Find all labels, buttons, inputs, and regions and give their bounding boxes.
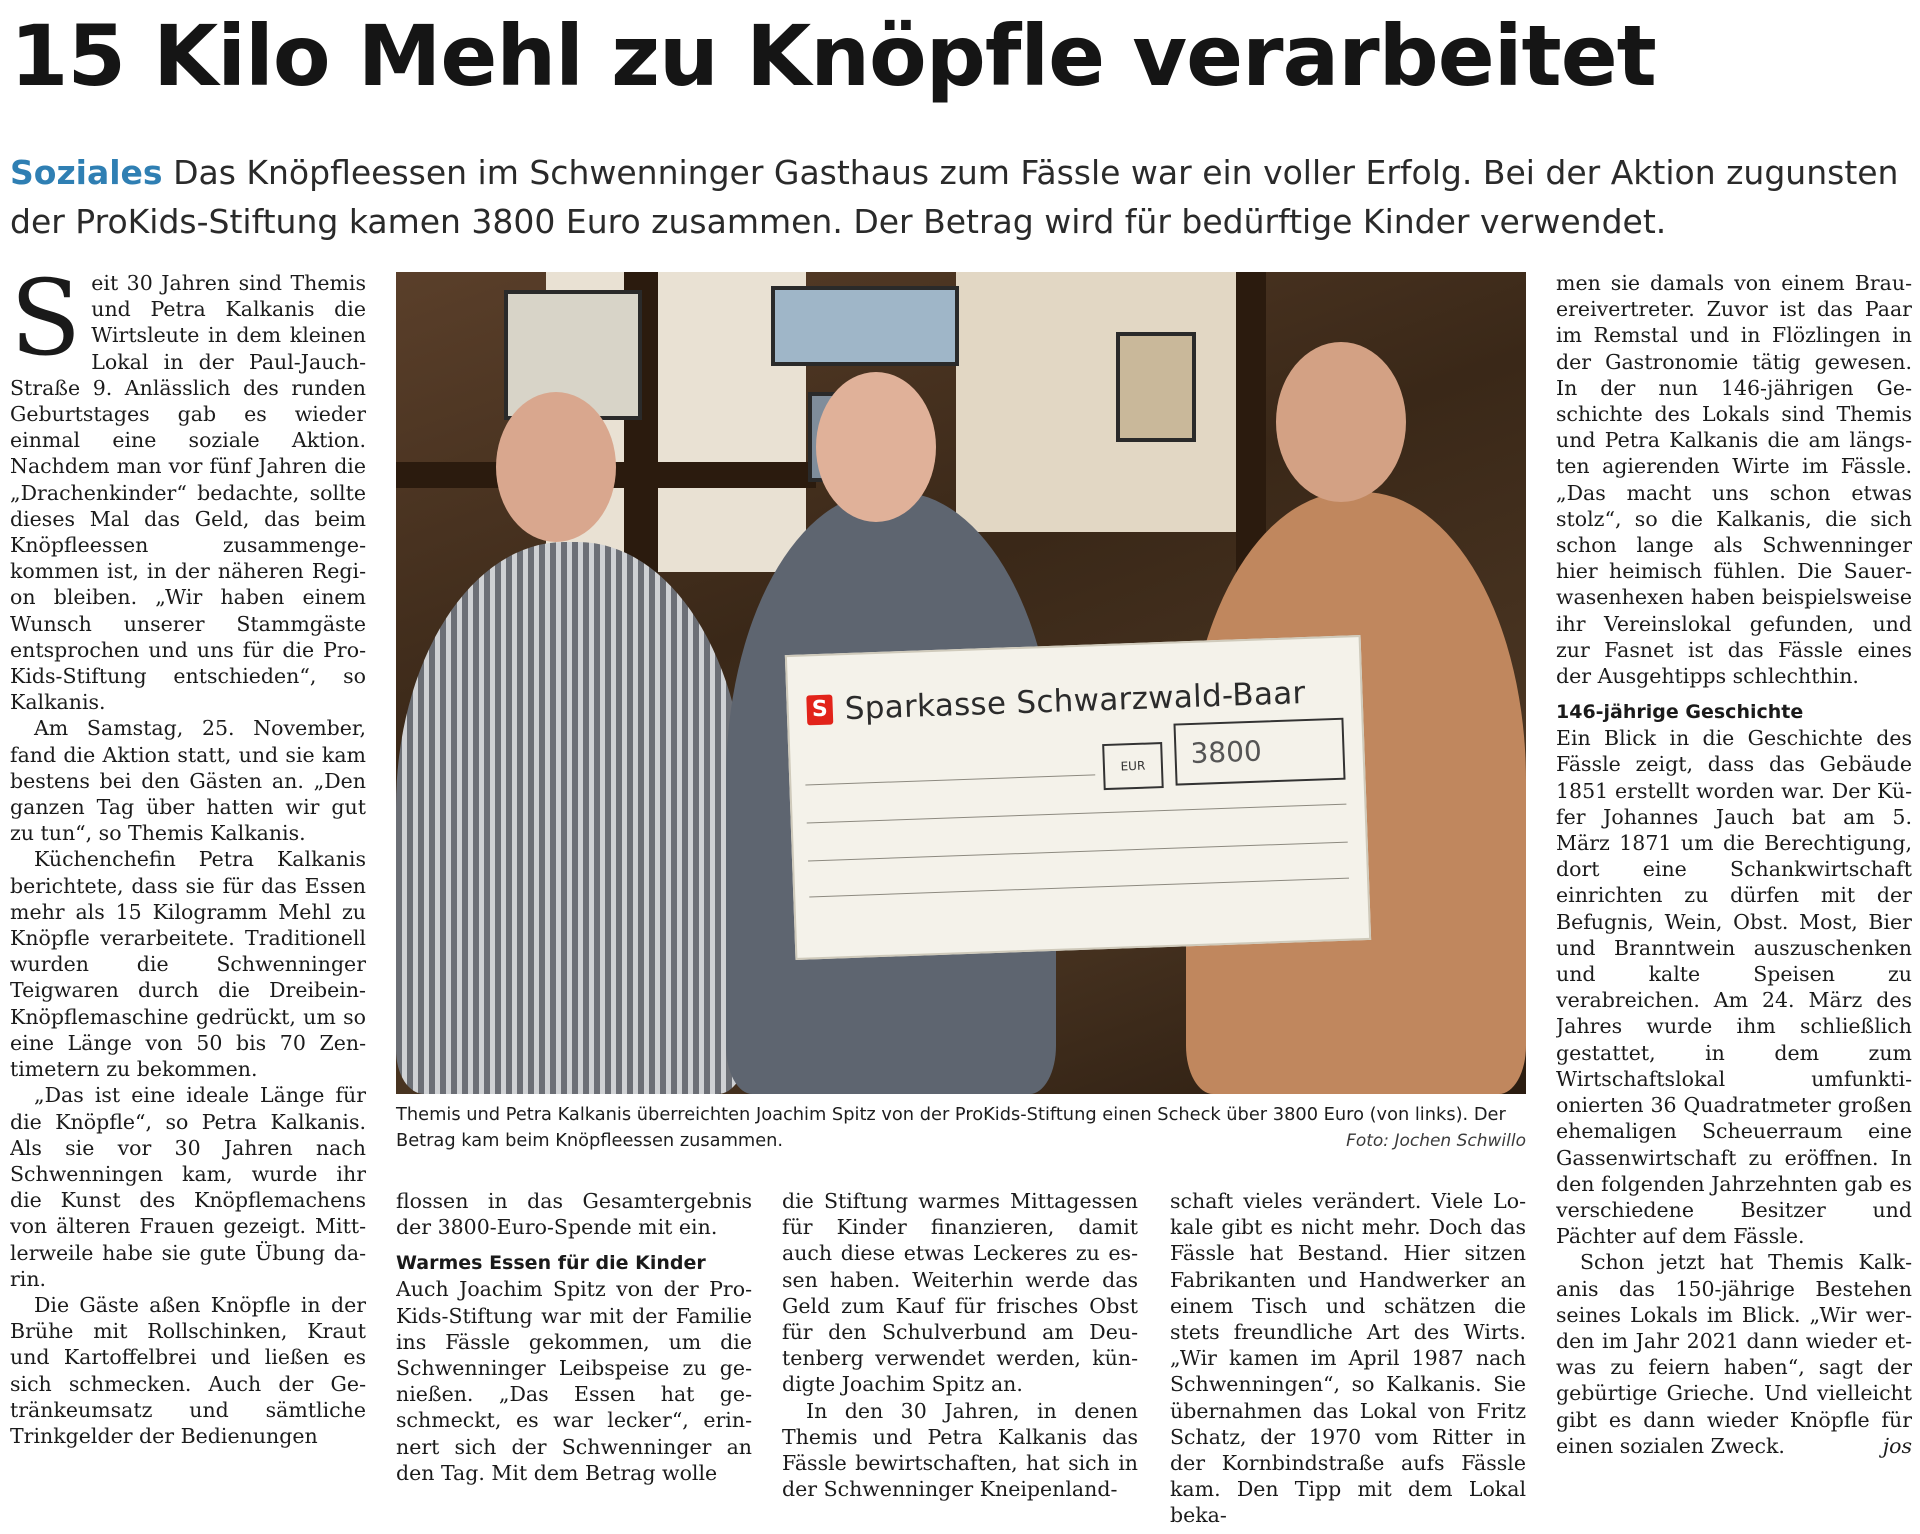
paragraph: die Stiftung warmes Mittagessen für Kinder finanzieren, damit auch diese etwas Leckeres zu essen haben. Weiterhin werde das Geld zum Kauf für frisches Obst für den Schulverbund am Deutenberg verwendet werden, kündigte Joachim Spitz an. [782, 1189, 1138, 1397]
teaser [10, 148, 1910, 246]
paragraph-2: Am Samstag, 25. November, fand die Aktion statt, und sie kam bestens bei den Gästen an. „Den ganzen Tag über hatten wir gut zu tun“, so Themis Kalkanis. [10, 716, 366, 846]
drop-cap: S [10, 270, 82, 379]
headline: 15 Kilo Mehl zu Knöpfle verarbeitet [10, 7, 1656, 105]
framed-picture [1116, 332, 1196, 442]
cheque-bank [806, 675, 1306, 728]
paragraph-5: Die Gäste aßen Knöpfle in der Brühe mit Rollschinken, Kraut und Kartoffelbrei und ließen es sich schmecken. Auch der Getränkeumsatz und sämtliche Trinkgelder der Bedienungen [10, 1292, 366, 1448]
cheque-currency: EUR [1102, 742, 1164, 790]
photo-credit: Foto: Jochen Schwillo [1346, 1131, 1526, 1151]
paragraph-1 [10, 270, 366, 715]
cheque [785, 635, 1371, 960]
article-column-4 [1170, 1188, 1526, 1528]
cheque-bank-name: Sparkasse Schwarzwald-Baar [844, 675, 1307, 728]
cheque-line [805, 774, 1095, 785]
cheque-line [807, 804, 1347, 824]
article-column-3 [782, 1188, 1138, 1528]
closing-text: Schon jetzt hat Themis Kalkanis das 150-jährige Bestehen seines Lokals im Blick. „Wir werden im Jahr 2021 dann wieder etwas zu feiern haben“, sagt der gebürtige Grieche. Und vielleicht gibt es dann wieder Knöpfle für einen sozialen Zweck. [1556, 1250, 1912, 1458]
photo-caption [396, 1102, 1526, 1154]
sparkasse-logo-icon: S [806, 695, 833, 726]
paragraph: Ein Blick in die Geschichte des Fässle zeigt, dass das Gebäude 1851 erstellt worden war. Der Küfer Johannes Jauch bat am 5. März 1871 um die Berechtigung, dort eine Schankwirtschaft einrichten zu dürfen mit der Befugnis, Wein, Obst. Most, Bier und Branntwein auszuschenken und kalte Speisen zu verabreichen. Am 24. März des Jahres wurde ihm schließlich gestattet, in dem zum Wirtschaftslokal umfunktionierten 36 Quadratmeter großen ehemaligen Scheuerraum eine Gassenwirtschaft zu eröffnen. In den folgenden Jahrzehnten gab es verschiedene Besitzer und Pächter auf dem Fässle. [1556, 726, 1912, 1249]
subheading-warm-food: Warmes Essen für die Kinder [396, 1252, 706, 1275]
article-column-2 [396, 1188, 752, 1528]
author-initials: jos [1882, 1433, 1912, 1458]
paragraph: Auch Joachim Spitz von der ProKids-Stiftung war mit der Familie ins Fässle gekommen, um die Schwenninger Leibspeise zu genießen. „Das Essen hat geschmeckt, es war lecker“, erinnert sich der Schwenninger an den Tag. Mit dem Betrag wolle [396, 1277, 752, 1485]
paragraph: flossen in das Gesamtergebnis der 3800-Euro-Spende mit ein. [396, 1189, 752, 1240]
article-column-5 [1556, 270, 1912, 1528]
cheque-amount: 3800 [1173, 718, 1345, 786]
paragraph-1-text: eit 30 Jahren sind Themis und Petra Kalkanis die Wirtsleute in dem kleinen Lokal in der Paul-Jauch-Straße 9. Anlässlich des runden Geburtstages gab es wieder einmal eine soziale Aktion. Nachdem man vor fünf Jahren die „Drachenkinder“ bedachte, sollte dieses Mal das Geld, das beim Knöpfleessen zusammengekommen ist, in der näheren Region bleiben. „Wir haben einem Wunsch unserer Stammgäste entsprochen und uns für die ProKids-Stiftung entschieden“, so Kalkanis. [10, 271, 366, 715]
article-column-1 [10, 270, 366, 1528]
paragraph: schaft vieles verändert. Viele Lokale gibt es nicht mehr. Doch das Fässle hat Bestand. Hier sitzen Fabrikanten und Handwerker an einem Tisch und schätzen die stets freundliche Art des Wirts. „Wir kamen im April 1987 nach Schwenningen“, so Kalkanis. Sie übernahmen das Lokal von Fritz Schatz, der 1970 vom Ritter in der Kornbindstraße aufs Fässle kam. Den Tipp mit dem Lokal beka- [1170, 1189, 1526, 1528]
person-left-head [496, 392, 616, 542]
cheque-line [808, 842, 1348, 862]
person-right-head [1276, 342, 1406, 502]
teaser-text: Das Knöpfleessen im Schwenninger Gasthaus zum Fässle war ein voller Erfolg. Bei der Aktion zugunsten der ProKids-Stiftung kamen 3800 Euro zusammen. Der Betrag wird für bedürftige Kinder verwendet. [10, 153, 1899, 241]
article-photo [396, 272, 1526, 1094]
paragraph: In den 30 Jahren, in denen Themis und Petra Kalkanis das Fässle bewirtschaften, hat sich in der Schwenninger Kneipenland- [782, 1398, 1138, 1502]
framed-group-photo [771, 286, 959, 366]
paragraph [1556, 1249, 1912, 1459]
person-left [396, 542, 746, 1094]
paragraph: men sie damals von einem Brauereivertreter. Zuvor ist das Paar im Remstal und in Flözlingen in der Gastronomie tätig gewesen. In der nun 146-jährigen Geschichte des Lokals sind Themis und Petra Kalkanis die am längsten agierenden Wirte im Fässle. „Das macht uns schon etwas stolz“, so die Kalkanis, die sich schon lange als Schwenninger hier heimisch fühlen. Die Sauerwasenhexen haben beispielsweise ihr Vereinslokal gefunden, und zur Fasnet ist das Fässle eines der Ausgehtipps schlechthin. [1556, 271, 1912, 689]
paragraph-4: „Das ist eine ideale Länge für die Knöpfle“, so Petra Kalkanis. Als sie vor 30 Jahren nach Schwenningen kam, wurde ihr die Kunst des Knöpflemachens von älteren Frauen gezeigt. Mittlerweile habe sie gute Übung darin. [10, 1083, 366, 1291]
teaser-kicker: Soziales [10, 153, 163, 192]
cheque-line [809, 878, 1349, 898]
paragraph-3: Küchenchefin Petra Kalkanis berichtete, dass sie für das Essen mehr als 15 Kilogramm Mehl zu Knöpfle verarbeitete. Traditionell wurden die Schwenninger Teigwaren durch die Dreibein-Knöpflemaschine gedrückt, um so eine Länge von 50 bis 70 Zentimetern zu bekommen. [10, 847, 366, 1082]
person-middle-head [816, 372, 936, 522]
caption-text: Themis und Petra Kalkanis überreichten Joachim Spitz von der ProKids-Stiftung einen Scheck über 3800 Euro (von links). Der Betrag kam beim Knöpfleessen zusammen. [396, 1104, 1506, 1151]
subheading-history: 146-jährige Geschichte [1556, 701, 1804, 724]
